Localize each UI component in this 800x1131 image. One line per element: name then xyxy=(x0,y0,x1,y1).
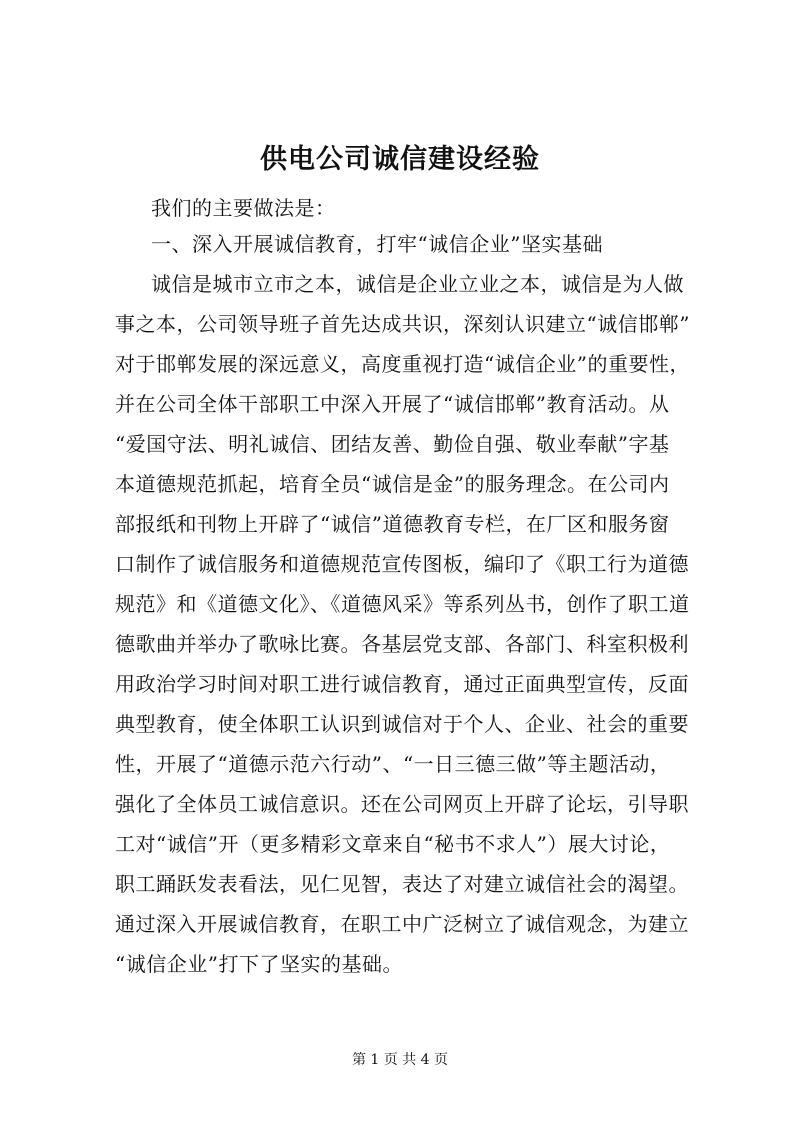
paragraph-line: 德歌曲并举办了歌咏比赛。各基层党支部、各部门、科室积极利 xyxy=(115,632,689,656)
page-title: 供电公司诚信建设经验 xyxy=(260,144,540,175)
intro-line: 我们的主要做法是： xyxy=(151,196,336,220)
paragraph-line: 并在公司全体干部职工中深入开展了“诚信邯郸”教育活动。从 xyxy=(115,392,670,416)
page-number-footer: 第 1 页 共 4 页 xyxy=(351,1052,449,1068)
paragraph-line: 通过深入开展诚信教育，在职工中广泛树立了诚信观念，为建立 xyxy=(115,912,689,936)
paragraph-line: 强化了全体员工诚信意识。还在公司网页上开辟了论坛，引导职 xyxy=(115,792,689,816)
paragraph-line: 部报纸和刊物上开辟了“诚信”道德教育专栏，在厂区和服务窗 xyxy=(115,512,670,536)
paragraph-line: 性，开展了“道德示范六行动”、“一日三德三做”等主题活动， xyxy=(115,752,671,776)
paragraph-line: “诚信企业”打下了坚实的基础。 xyxy=(115,952,403,976)
paragraph-line: 规范》和《道德文化》、《道德风采》等系列丛书，创作了职工道 xyxy=(115,592,690,616)
paragraph-line: 诚信是城市立市之本，诚信是企业立业之本，诚信是为人做 xyxy=(151,272,684,296)
paragraph-line: “爱国守法、明礼诚信、团结友善、勤俭自强、敬业奉献”字基 xyxy=(115,432,670,456)
paragraph-line: 工对“诚信”开（更多精彩文章来自“秘书不求人”）展大讨论， xyxy=(115,832,671,856)
paragraph-line: 职工踊跃发表看法，见仁见智，表达了对建立诚信社会的渴望。 xyxy=(115,872,689,896)
paragraph-line: 事之本，公司领导班子首先达成共识，深刻认识建立“诚信邯郸” xyxy=(115,312,690,336)
section-heading: 一、深入开展诚信教育，打牢“诚信企业”坚实基础 xyxy=(151,232,603,256)
paragraph-line: 口制作了诚信服务和道德规范宣传图板，编印了《职工行为道德 xyxy=(115,552,689,576)
paragraph-line: 本道德规范抓起，培育全员“诚信是金”的服务理念。在公司内 xyxy=(115,472,670,496)
paragraph-line: 对于邯郸发展的深远意义，高度重视打造“诚信企业”的重要性， xyxy=(115,352,690,376)
paragraph-line: 用政治学习时间对职工进行诚信教育，通过正面典型宣传，反面 xyxy=(115,672,689,696)
paragraph-line: 典型教育，使全体职工认识到诚信对于个人、企业、社会的重要 xyxy=(115,712,689,736)
